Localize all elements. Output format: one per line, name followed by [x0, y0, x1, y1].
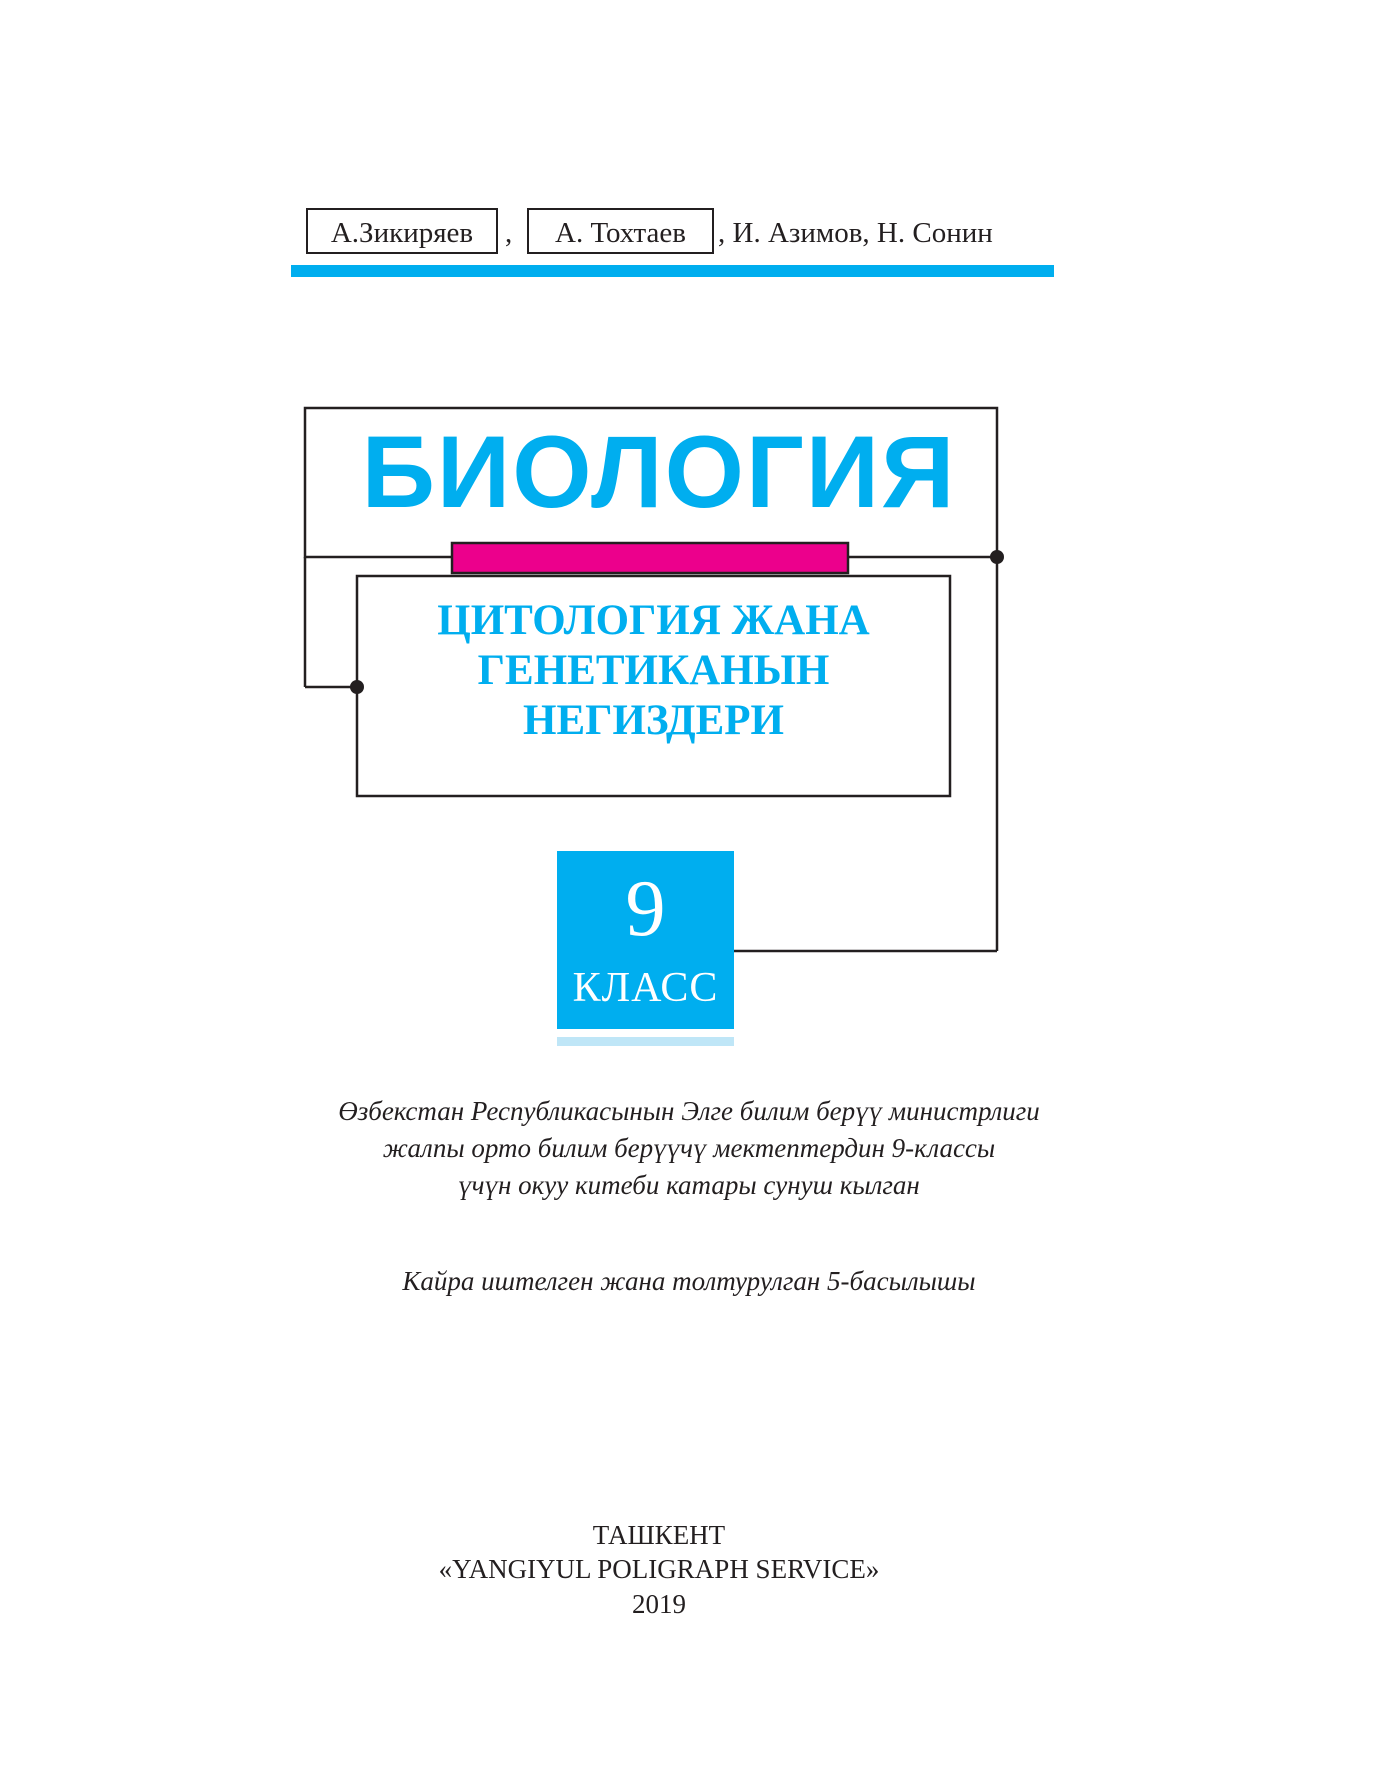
grade-box-shadow: [557, 1037, 734, 1046]
approval-line-3: үчүн окуу китеби катары сунуш кылган: [458, 1170, 920, 1200]
edition-note: Кайра иштелген жана толтурулган 5-басылышы: [402, 1266, 976, 1296]
magenta-bar: [452, 543, 848, 573]
junction-dot-right: [990, 550, 1004, 564]
author-name-1: А.Зикиряев: [330, 217, 474, 249]
publication-year: 2019: [632, 1589, 686, 1619]
subtitle-line-2: ГЕНЕТИКАНЫН: [477, 647, 830, 694]
author-name-2: А. Тохтаев: [555, 217, 686, 249]
grade-box: [557, 851, 734, 1029]
approval-line-2: жалпы орто билим берүүчү мектептердин 9-классы: [382, 1133, 996, 1163]
grade-number: 9: [625, 865, 666, 953]
grade-word: КЛАСС: [572, 965, 719, 1011]
subtitle-line-1: ЦИТОЛОГИЯ ЖАНА: [437, 597, 870, 644]
author-separator: ,: [505, 217, 513, 249]
publisher-city: ТАШКЕНТ: [592, 1520, 726, 1550]
publisher-name: «YANGIYUL POLIGRAPH SERVICE»: [438, 1554, 880, 1584]
author-names-rest: , И. Азимов, Н. Сонин: [718, 217, 993, 249]
subtitle-line-3: НЕГИЗДЕРИ: [523, 697, 784, 744]
book-title: БИОЛОГИЯ: [361, 415, 957, 529]
approval-line-1: Өзбекстан Республикасынын Элге билим берүү министрлиги: [338, 1096, 1040, 1126]
